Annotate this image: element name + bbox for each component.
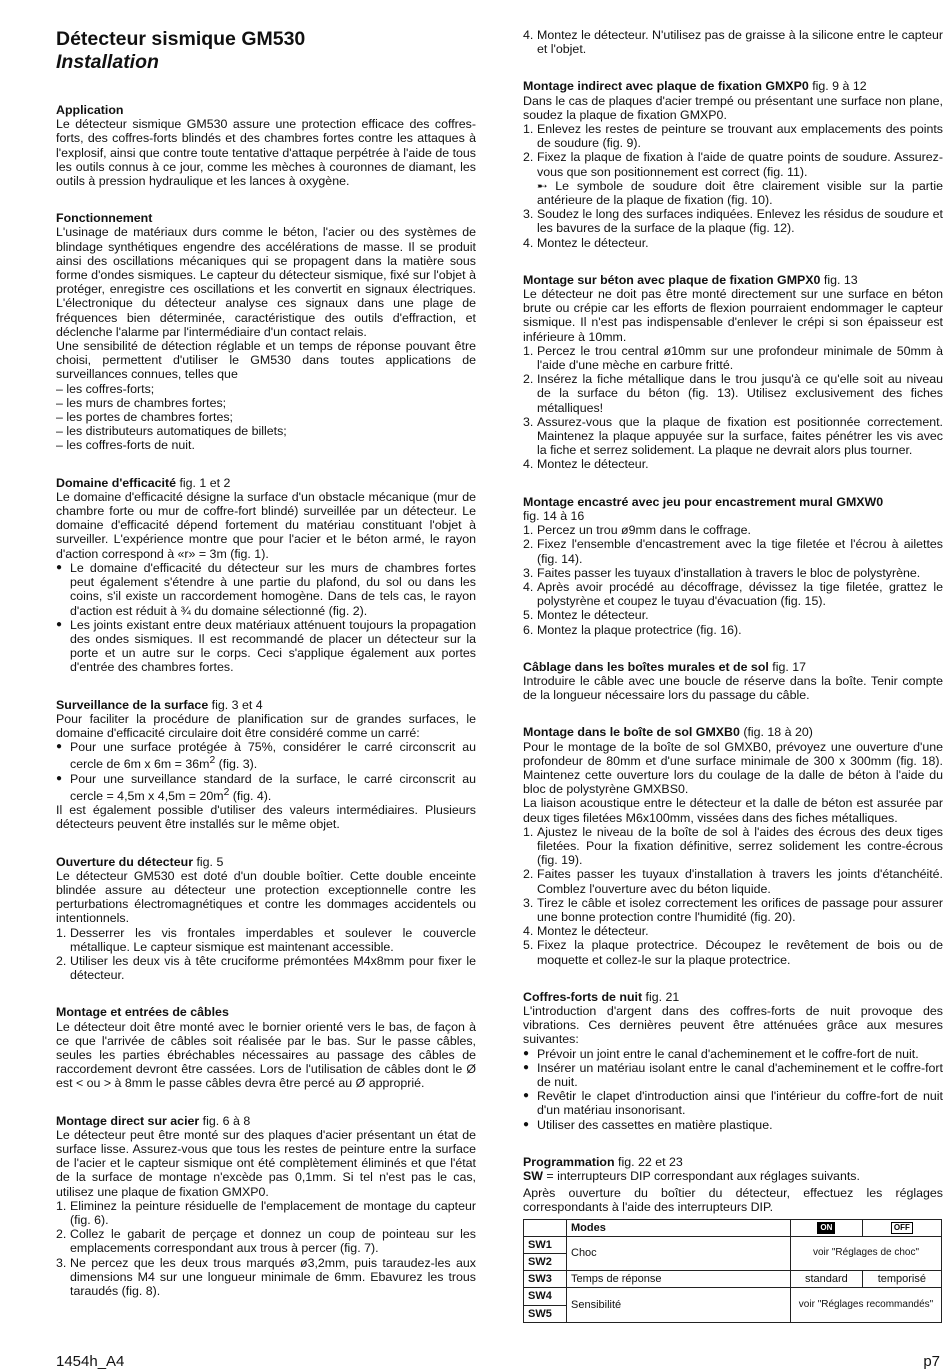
step-text: Montez le détecteur. xyxy=(537,924,649,939)
step-text: Eliminez la peinture résiduelle de l'emplacement de montage du capteur (fig. 6). xyxy=(70,1198,476,1228)
section-heading-line xyxy=(523,990,943,1004)
list-item xyxy=(56,740,476,772)
step-item xyxy=(56,1227,476,1255)
section-text: Le détecteur ne doit pas être monté directement sur une surface en béton brute ou crépie car les efforts de flexion pourraient endommager le capteur sismique. Il n'est pas indispensable d'enlever le crépi si son épaisseur est inférieure à 10mm. xyxy=(523,287,943,344)
step-item xyxy=(523,623,943,637)
step-item xyxy=(523,236,943,250)
step-text: Assurez-vous que la plaque de fixation est positionnée correctement. Maintenez la plaque appuyée sur la surface, faites pénétrer les vis avec la fiche et serrez solidement. La plaque ne devrait alors plus tourner. xyxy=(537,414,943,458)
right-column xyxy=(523,28,943,1323)
section-heading: Montage encastré avec jeu pour encastrement mural GMXW0 xyxy=(523,494,884,509)
section-cablage xyxy=(523,660,943,703)
section-heading-line xyxy=(523,660,943,674)
step-number: 2. xyxy=(523,537,534,552)
step-number: 1. xyxy=(523,523,534,538)
step-item xyxy=(523,372,943,415)
section-text: Il est également possible d'utiliser des valeurs intermédiaires. Plusieurs détecteurs peuvent être installés sur le même objet. xyxy=(56,803,476,832)
page-number: p7 xyxy=(923,1353,940,1370)
table-row xyxy=(524,1288,942,1305)
step-text: Collez le gabarit de perçage et donnez un coup de pointeau sur les emplacements correspondant aux trous à percer (fig. 7). xyxy=(70,1227,476,1256)
list-item: – les coffres-forts de nuit. xyxy=(56,438,195,453)
step-item xyxy=(56,926,476,954)
step-number: 2. xyxy=(523,150,534,165)
bullet-text: Pour une surface protégée à 75%, considérer le carré circonscrit au cercle de 6m x 6m = 36m xyxy=(70,740,476,772)
section-application xyxy=(56,103,476,188)
steps-list xyxy=(523,825,943,967)
section-montage-indirect xyxy=(523,79,943,249)
step-item xyxy=(523,566,943,580)
on-value: standard xyxy=(791,1271,863,1288)
step-number: 1. xyxy=(56,925,67,940)
table-row xyxy=(524,1236,942,1253)
step-number: 4. xyxy=(523,457,534,472)
section-coffres-nuit xyxy=(523,990,943,1132)
step-item xyxy=(56,1199,476,1227)
steps-list xyxy=(56,926,476,983)
step-item xyxy=(523,867,943,895)
section-heading-line xyxy=(523,273,943,287)
switch-id: SW3 xyxy=(524,1271,567,1288)
figure-reference: fig. 6 à 8 xyxy=(199,1113,251,1128)
figure-reference: fig. 9 à 12 xyxy=(808,79,867,94)
step-text: Percez un trou ø9mm dans le coffrage. xyxy=(537,523,751,538)
figure-reference: (fig. 18 à 20) xyxy=(739,725,813,740)
step-item xyxy=(523,924,943,938)
list-item: ● Insérer un matériau isolant entre le canal d'acheminement et le coffre-fort de nuit. xyxy=(523,1061,943,1089)
mode-setting: voir "Réglages de choc" xyxy=(791,1236,942,1270)
section-heading: Montage direct sur acier xyxy=(56,1113,200,1128)
modes-header: Modes xyxy=(567,1219,791,1236)
step-item xyxy=(56,1256,476,1299)
step-number: 3. xyxy=(523,207,534,222)
sw-label: SW xyxy=(523,1169,543,1184)
step-number: 6. xyxy=(523,622,534,637)
step-text: Faites passer les tuyaux d'installation à travers les joints d'étanchéité. Comblez l'ouverture avec du béton liquide. xyxy=(537,867,943,896)
bullet-text: (fig. 3). xyxy=(215,757,258,772)
step-number: 4. xyxy=(523,28,534,42)
step-number: 1. xyxy=(523,122,534,137)
section-heading: Câblage dans les boîtes murales et de sol xyxy=(523,659,769,674)
figure-reference: fig. 1 et 2 xyxy=(176,475,231,490)
step-text: ➸ Le symbole de soudure doit être clairement visible sur la partie antérieure de la plaque de fixation (fig. 10). xyxy=(537,178,943,208)
step-item xyxy=(523,896,943,924)
step-number: 1. xyxy=(56,1198,67,1213)
bullet-list xyxy=(56,740,476,803)
section-montage-direct-continued xyxy=(523,28,943,56)
figure-reference: fig. 22 et 23 xyxy=(614,1154,683,1169)
section-montage-direct xyxy=(56,1114,476,1299)
section-heading: Surveillance de la surface xyxy=(56,697,209,712)
off-value: temporisé xyxy=(862,1271,941,1288)
step-text: Ne percez que les deux trous marqués ø3,2mm, puis taraudez-les aux dimensions M4 sur une longueur minimale de 6mm. Ebavurez les trous taraudés (fig. 8). xyxy=(70,1255,476,1299)
table-header-row xyxy=(524,1219,942,1236)
step-number: 3. xyxy=(523,565,534,580)
section-heading: Application xyxy=(56,103,124,117)
step-item xyxy=(523,580,943,608)
step-number: 4. xyxy=(523,579,534,594)
section-ouverture xyxy=(56,855,476,983)
step-text: Montez la plaque protectrice (fig. 16). xyxy=(537,622,742,637)
section-fonctionnement xyxy=(56,211,476,452)
list-item: ● Les joints existant entre deux matériaux atténuent toujours la propagation des ondes sismiques. Il est recommandé de placer un détecteur sur la porte et un autre sur le corps. Ceci s'applique également aux portes d'entrée des chambres fortes. xyxy=(56,618,476,675)
step-text: Fixez l'ensemble d'encastrement avec la tige filetée et l'écrou à ailettes (fig. 14). xyxy=(537,537,943,566)
list-item: ● Revêtir le clapet d'introduction ainsi que l'intérieur du coffre-fort de nuit d'un matériau insonorisant. xyxy=(523,1089,943,1117)
step-text: Insérez la fiche métallique dans le trou jusqu'à ce qu'elle soit au niveau de la surface du béton (fig. 13). Utilisez exclusivement des fiches métalliques! xyxy=(537,372,943,415)
section-programmation xyxy=(523,1155,943,1323)
switch-id: SW1 xyxy=(524,1236,567,1253)
dip-switch-table xyxy=(523,1219,942,1323)
step-item xyxy=(523,344,943,372)
section-heading-line xyxy=(56,855,476,869)
section-text: Le détecteur doit être monté avec le bornier orienté vers le bas, de façon à ce que l'arrivée de câbles soit réalisée par le bas. Sur le passe câbles, seules les parties ébréchables nécessaires au passage des câbles de raccordement devront être cassées. Lors de l'utilisation de câbles dont le Ø est < ou > à 8mm le passe câbles devra être percé au Ø approprié. xyxy=(56,1019,476,1091)
list-item: – les murs de chambres fortes; xyxy=(56,395,227,410)
step-item xyxy=(56,954,476,982)
step-number: 5. xyxy=(523,608,534,623)
step-number: 2. xyxy=(56,1227,67,1242)
section-text: L'usinage de matériaux durs comme le béton, l'acier ou des systèmes de blindage synthétiques engendre des accélérations de masse. Il se produit ainsi des oscillations mécaniques qui se propagent dans la matière sous forme d'ondes sismiques. Le capteur du détecteur sismique, fixé sur l'objet à protéger, enregistre ces oscillations et les convertit en signaux électriques. L'électronique du détecteur analyse ces signaux dans une plage de fréquences bien déterminée, caractéristique des outils d'effraction, et déclenche l'alarme par l'intermédiaire d'un contact relais. xyxy=(56,225,476,339)
section-heading-line xyxy=(523,1155,943,1169)
section-heading-line xyxy=(523,725,943,739)
bullet-text: Pour une surveillance standard de la surface, le carré circonscrit au cercle = 4,5m x 4,5m = 20m xyxy=(70,771,476,803)
step-text: Faites passer les tuyaux d'installation à travers le bloc de polystyrène. xyxy=(537,565,921,580)
step-number: 1. xyxy=(523,824,534,839)
figure-reference: fig. 5 xyxy=(193,854,224,869)
superscript: 2 xyxy=(223,786,230,798)
figure-reference: fig. 14 à 16 xyxy=(523,508,585,523)
section-text: La liaison acoustique entre le détecteur et la dalle de béton est assurée par deux tiges filetées M6x100mm, vissées dans des fiches métalliques. xyxy=(523,796,943,825)
list-item: ● Utiliser des cassettes en matière plastique. xyxy=(523,1118,943,1132)
section-heading: Montage indirect avec plaque de fixation GMXP0 xyxy=(523,79,809,94)
section-text: Le domaine d'efficacité désigne la surface d'un obstacle mécanique (mur de chambre forte ou mur de coffre-fort blindé) surveillée par un détecteur. Le domaine d'efficacité dépend fortement du matériau constituant l'objet à surveiller. L'expérience montre que pour l'acier et le béton armé, le rayon d'action correspond à «r» = 3m (fig. 1). xyxy=(56,489,476,561)
list-item: – les portes de chambres fortes; xyxy=(56,410,233,425)
step-number: 1. xyxy=(523,343,534,358)
bullet-list xyxy=(523,1047,943,1132)
section-boite-sol xyxy=(523,725,943,966)
section-text: Introduire le câble avec une boucle de réserve dans la boîte. Tenir compte de la longueur nécessaire lors du passage du câble. xyxy=(523,673,943,703)
list-item: – les coffres-forts; xyxy=(56,381,155,396)
step-text: Desserrer les vis frontales imperdables et soulever le couvercle métallique. Le capteur sismique est maintenant accessible. xyxy=(70,925,476,954)
figure-reference: fig. 17 xyxy=(768,659,807,674)
step-item xyxy=(523,207,943,235)
step-number: 3. xyxy=(56,1255,67,1270)
off-header xyxy=(862,1219,941,1236)
step-number: 5. xyxy=(523,938,534,953)
mode-name: Temps de réponse xyxy=(567,1271,791,1288)
step-item xyxy=(523,523,943,537)
steps-list xyxy=(523,28,943,56)
steps-list xyxy=(523,523,943,637)
section-heading-line xyxy=(56,476,476,490)
document-code: 1454h_A4 xyxy=(56,1353,125,1370)
step-text: Percez le trou central ø10mm sur une profondeur minimale de 50mm à l'aide d'une mèche en carbure fritté. xyxy=(537,343,943,373)
section-text: Le détecteur peut être monté sur des plaques d'acier présentant un état de surface lisse. Assurez-vous que tous les restes de peinture entre la surface de l'acier et le capteur sismique ont été complètement éliminés et que l'état de la surface de montage n'excède pas 0,1mm. Si tel n'est pas le cas, utilisez une plaque de fixation GMXP0. xyxy=(56,1127,476,1199)
section-heading: Montage dans le boîte de sol GMXB0 xyxy=(523,725,740,740)
section-text: Pour faciliter la procédure de planification sur de grandes surfaces, le domaine d'efficacité circulaire doit être considéré comme un carré: xyxy=(56,711,476,740)
section-heading: Ouverture du détecteur xyxy=(56,854,194,869)
mode-setting: voir "Réglages recommandés" xyxy=(791,1288,942,1322)
bullet-list xyxy=(56,561,476,675)
section-heading: Montage et entrées de câbles xyxy=(56,1005,229,1020)
step-text: Montez le détecteur. xyxy=(537,457,649,472)
section-text: Le détecteur GM530 est doté d'un double boîtier. Cette double enceinte blindée assure au détecteur une protection exceptionnelle contre les perturbations électromagnétiques et contre les dommages accidentels ou intentionnels. xyxy=(56,868,476,926)
section-montage-encastre xyxy=(523,495,943,637)
step-number: 3. xyxy=(523,895,534,910)
section-montage-beton xyxy=(523,273,943,472)
list-item: ● Prévoir un joint entre le canal d'acheminement et le coffre-fort de nuit. xyxy=(523,1047,943,1061)
step-text: Fixez la plaque de fixation à l'aide de quatre points de soudure. Assurez-vous que son positionnement est correct (fig. 11). xyxy=(537,150,943,179)
step-item xyxy=(523,457,943,471)
step-item xyxy=(523,28,943,56)
section-domaine xyxy=(56,476,476,675)
sw-definition xyxy=(523,1169,943,1183)
sw-text: = interrupteurs DIP correspondant aux réglages suivants. xyxy=(542,1169,860,1184)
step-number: 2. xyxy=(523,372,534,387)
step-number: 4. xyxy=(523,235,534,250)
step-item xyxy=(523,825,943,868)
step-number: 3. xyxy=(523,414,534,429)
document-title: Détecteur sismique GM530 xyxy=(56,28,306,50)
step-number: 2. xyxy=(56,954,67,969)
section-surveillance xyxy=(56,698,476,832)
left-column xyxy=(56,28,476,1321)
step-text: Tirez le câble et isolez correctement les orifices de passage pour assurer une bonne protection contre l'humidité (fig. 20). xyxy=(537,895,943,924)
list-item: – les distributeurs automatiques de billets; xyxy=(56,424,287,439)
section-heading-line xyxy=(56,1114,476,1128)
step-text: Soudez le long des surfaces indiquées. Enlevez les résidus de soudure et les bavures de la surface de la plaque (fig. 12). xyxy=(537,207,943,236)
step-number: 2. xyxy=(523,867,534,882)
step-text: Ajustez le niveau de la boîte de sol à l'aides des écrous des deux tiges filetées. Pour la fixation définitive, serrez solidement les contre-écrous (fig. 19). xyxy=(537,824,943,868)
step-text: Montez le détecteur. xyxy=(537,235,649,250)
step-text: Montez le détecteur. N'utilisez pas de graisse à la silicone entre le capteur et l'objet. xyxy=(537,28,943,57)
figure-reference: fig. 3 et 4 xyxy=(208,697,263,712)
step-note xyxy=(523,179,943,207)
figure-reference: fig. 21 xyxy=(642,989,680,1004)
section-heading: Domaine d'efficacité xyxy=(56,475,177,490)
steps-list xyxy=(56,1199,476,1298)
section-text: Pour le montage de la boîte de sol GMXB0, prévoyez une ouverture d'une profondeur de 80mm et d'une surface minimale de 300 x 300mm (fig. 18). Maintenez cette ouverture lors du coulage de la dalle de béton à l'aide du bloc de polystyrène GMXBS0. xyxy=(523,739,943,797)
figure-reference: fig. 13 xyxy=(820,272,858,287)
table-row xyxy=(524,1271,942,1288)
step-item xyxy=(523,608,943,622)
step-text: Utiliser les deux vis à tête cruciforme prémontées M4x8mm pour fixer le détecteur. xyxy=(70,954,476,983)
superscript: 2 xyxy=(209,755,216,767)
step-item xyxy=(523,537,943,565)
step-text: Fixez la plaque protectrice. Découpez le revêtement de bois ou de moquette et collez-le sur la plaque protectrice. xyxy=(537,938,943,967)
section-heading: Programmation xyxy=(523,1154,615,1169)
document-subtitle: Installation xyxy=(56,51,159,73)
on-header xyxy=(791,1219,863,1236)
step-item xyxy=(523,150,943,178)
section-text: Après ouverture du boîtier du détecteur, effectuez les réglages correspondants à l'aide des interrupteurs DIP. xyxy=(523,1186,943,1215)
section-text: L'introduction d'argent dans des coffres-forts de nuit provoque des vibrations. Ces dernières peuvent être atténuées grâce aux mesures suivantes: xyxy=(523,1003,943,1047)
step-number: 4. xyxy=(523,924,534,939)
mode-name: Choc xyxy=(567,1236,791,1270)
section-heading-line xyxy=(56,698,476,712)
section-heading: Coffres-forts de nuit xyxy=(523,989,643,1004)
switch-id: SW5 xyxy=(524,1305,567,1322)
section-text: Dans le cas de plaques d'acier trempé ou présentant une surface non plane, soudez la plaque de fixation GMXP0. xyxy=(523,93,943,122)
table-cell xyxy=(524,1219,567,1236)
switch-id: SW4 xyxy=(524,1288,567,1305)
step-text: Enlevez les restes de peinture se trouvant aux emplacements des points de soudure (fig. 9). xyxy=(537,122,943,151)
list-item xyxy=(56,772,476,804)
step-item xyxy=(523,122,943,150)
step-text: Montez le détecteur. xyxy=(537,608,649,623)
section-heading: Montage sur béton avec plaque de fixation GMPX0 xyxy=(523,272,821,287)
step-item xyxy=(523,415,943,458)
section-text: Une sensibilité de détection réglable et un temps de réponse pouvant être choisi, permettent d'utiliser le GM530 dans toutes applications de surveillances connues, telles que xyxy=(56,339,476,382)
section-heading-line xyxy=(523,79,943,93)
bullet-text: (fig. 4). xyxy=(229,788,272,803)
section-heading: Fonctionnement xyxy=(56,211,153,226)
on-switch-icon: ON xyxy=(817,1222,835,1234)
steps-list xyxy=(523,344,943,472)
switch-id: SW2 xyxy=(524,1254,567,1271)
off-switch-icon: OFF xyxy=(891,1222,913,1234)
mode-name: Sensibilité xyxy=(567,1288,791,1322)
application-list xyxy=(56,382,476,453)
section-cables xyxy=(56,1005,476,1090)
step-text: Après avoir procédé au décoffrage, dévissez la tige filetée, grattez le polystyrène et coupez le tuyau d'évacuation (fig. 15). xyxy=(537,579,943,609)
list-item: ● Le domaine d'efficacité du détecteur sur les murs de chambres fortes peut également s'étendre à une partie du plafond, du sol ou dans les coins, s'il existe un raccordement homogène. Dans de tels cas, le rayon d'action est réduit à ¾ du domaine sélectionné (fig. 2). xyxy=(56,561,476,618)
section-text: Le détecteur sismique GM530 assure une protection efficace des coffres-forts, des coffres-forts blindés et des chambres fortes contre les attaques à l'explosif, ainsi que contre toute tentative d'attaque perpétrée à l'aide de tous les outils connus à ce jour, comme les mèches à couronnes de diamant, les outils à pression hydraulique et les lances à oxygène. xyxy=(56,117,476,189)
step-item xyxy=(523,938,943,966)
steps-list xyxy=(523,122,943,250)
